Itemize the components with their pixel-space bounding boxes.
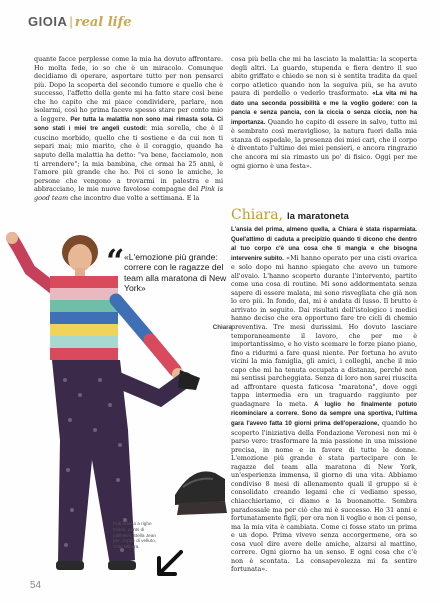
paragraph: «Mi hanno operato per una cisti ovarica e solo dopo mi hanno spiegato che avevo un tumore all'ovaio. L'hanno scoperto durante l'intervento, partito come una cosa di routine. Mi sono addormentata senza sapere di essere malata, mi sono risvegliata che già non lo ero più. In fondo, dai, mi è andata di lusso. Il brutto è arrivato in seguito. Dai risultati dell'istologico i medici hanno deciso che era opportuno fare tre cicli di chemio preventiva. Tre mesi durissimi. Ho dovuto lasciare temporaneamente il lavoro, che per me è importantissimo, e ho visto scemare le forze piano piano, fino a ridurmi a fare quasi niente. Per fortuna ho avuto vicini la mia famiglia, gli amici, i colleghi, anche il mio capo che mi ha tenuta occupata a distanza, perché non mi sentissi parcheggiata. Senza di loro non sarei riuscita ad affrontare questa faticosa "maratona", dove oggi tappa intermedia era un traguardo raggiunto per guadagnare la meta. — [231, 253, 417, 408]
paragraph: quando ho scoperto l'iniziativa della Fondazione Veronesi non mi è parso vero: trasformare la mia passione in una missione precisa, in nome e in favore di tutte le donne. L'emozione più grande è stata partecipare con le ragazze del team alla maratona di New York, un'esperienza immensa, il giorno di una vita. Abbiamo condiviso 8 mesi di allenamento quali il gruppo si è consolidato creando legami che ci vediamo spesso, chiacchieriamo, ci diamo e la buonanotte. Sembra paradossale ma per ciò che mi è successo. Ho 31 anni e fortunatamente figli, per ora non li voglio e non ci penso, ma la mia vita è cambiata. Come ci fosse stato un prima e un dopo. Prima vivevo senza accorgermene, ora so cosa vuol dire avere delle amiche, alzarsi al mattino, correre. Ogni giorno ha un senso. E ogni cosa che c'è non è scontata. La consapevolezza mi fa sentire fortunata». — [231, 419, 417, 574]
team-name: Pink is good team — [34, 185, 224, 202]
right-column-top-text — [231, 55, 417, 170]
page-header — [28, 14, 131, 30]
magazine-brand: GIOIA — [28, 14, 68, 29]
section-title: real life — [74, 15, 132, 30]
paragraph: mia sorella, che è il cuscino morbido, quello che ti sostiene e da cui non ti separi mai; mio marito, che è il coraggio, quando ha saputo della malattia ha detto: "va bene, facciamolo, non ti arrendere"; la mia bambina, che ormai ha 25 anni, è l'amore più grande che ho. Poi ci sono le amiche, le persone che vengono a trovarmi in palestra e mi abbracciano, le mie nuove favolose compagne del — [34, 124, 223, 194]
striped-sweater — [50, 276, 118, 360]
story-heading — [231, 207, 349, 223]
kicked-leg — [118, 380, 185, 398]
face — [68, 244, 92, 272]
bold-highlight: A luglio ho finalmente potuto ricominciare a correre. Sono da sempre una sportiva, l'ultima gara l'avevo fatta 10 giorni prima dell'operazione, — [231, 400, 417, 428]
paragraph: cosa più bella che mi ha lasciato la malattia: la scoperta degli altri. La guardo, stupenda e fiera dentro il suo abito griffato e chiedo se non si è sentita tradita da quel corpo atletico quando non la seguiva più, se ha avuto paura di perdello o vederlo trasformato. — [231, 55, 417, 98]
arrow-down-left-icon — [155, 548, 185, 578]
left-column-text — [34, 55, 223, 202]
bold-lead: L'ansia del prima, almeno quella, a Chiara è stata risparmiata. Quel'attimo di caduta a precipizio quando ti dicono che dentro al tuo corpo c'è una cosa che ti mangia e che bisogna intervenire subito. — [231, 226, 417, 262]
bold-lead: Per tutta la malattia non sono mai rimasta sola. Ci sono stati i miei tre angeli custodi: — [34, 115, 223, 133]
story-person-name: Chiara, — [231, 207, 284, 223]
pull-quote — [106, 242, 236, 331]
right-column-main-text — [231, 225, 417, 574]
photo-caption: Pull di lana a righe Chloé, pants di paillettes Stella Jean per, zeppe di velluto, Chie Mihara. — [113, 521, 156, 550]
right-arm — [116, 300, 175, 370]
quote-mark-icon: “ — [106, 242, 125, 280]
page-number: 54 — [30, 580, 42, 591]
left-hand — [6, 232, 18, 244]
left-shoe — [56, 561, 84, 570]
wedge-sandal-product — [175, 471, 227, 515]
quote-author: Chiara — [212, 324, 232, 331]
paragraph: quante facce perplesse come la mia ha dovuto affrontare. Ho molta fede, io so che è un miracolo. Comunque decidiamo di operare, asportare tutto per non pensarci più. Dopo la scoperta del secondo tumore e quello che è successo, l'affetto della gente mi ha fatto stare così bene che ho capito che mi piace condividere, parlare, non isolarmi, così ho prima facevo spesso stare per conto mio a leggere. — [34, 55, 223, 123]
paragraph: che incontro due volte a settimana. E la — [70, 193, 200, 202]
right-shoe — [108, 561, 136, 570]
story-person-role: la maratoneta — [287, 211, 349, 222]
header-separator: | — [69, 14, 73, 29]
kicked-shoe — [178, 370, 200, 390]
paragraph: Quando ho capito di essere in salvo, tutto mi è sembrato così meraviglioso, la natura fuori dalla mia stanza di ospedale, la presenza dei miei cari, che il corpo è diventato l'ultimo dei miei pensieri, e ancora ringrazio che ancora mi sia rimasto un po' di fisico. Oggi per me ogni giorno è una festa». — [231, 117, 417, 170]
quote-text: «L'emozione più grande: correre con le ragazze del team alla maratona di New York» — [124, 252, 227, 294]
bold-quote: «La vita mi ha dato una seconda possibilità e me la voglio godere: con la pancia e senza pancia, con la ciccia o senza ciccia, non ha importanza. — [231, 90, 417, 126]
